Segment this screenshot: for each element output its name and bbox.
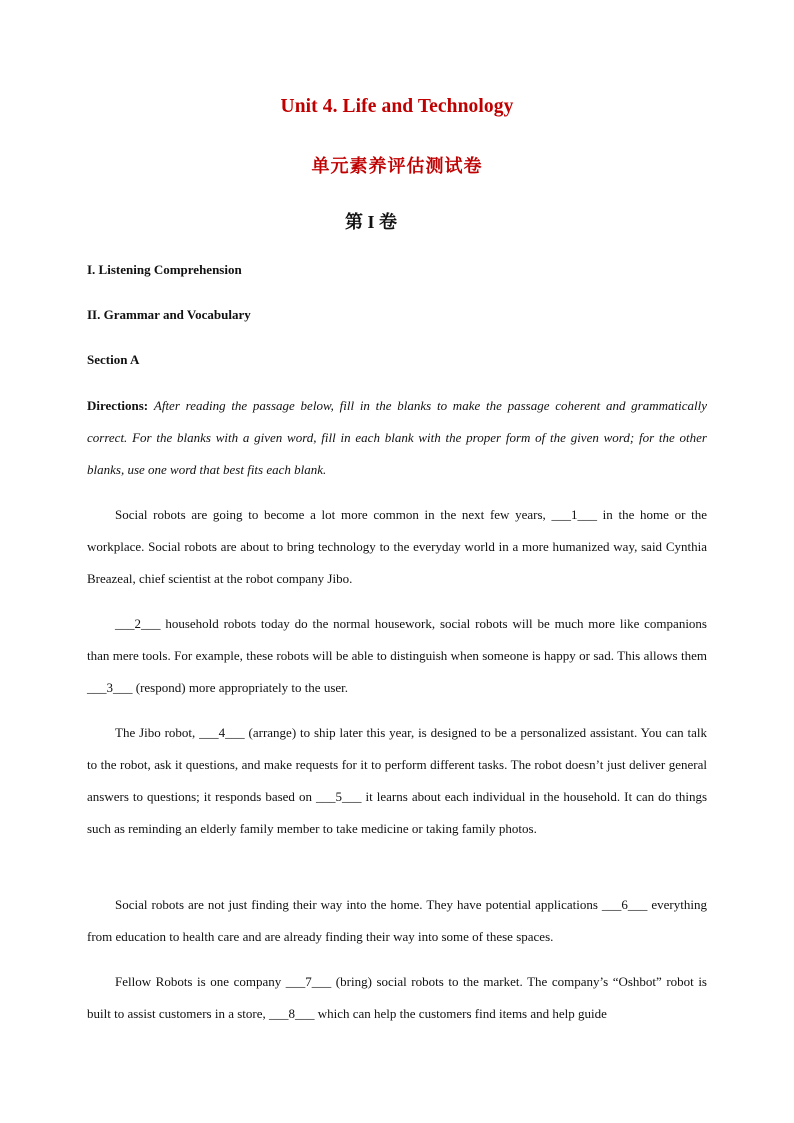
passage-paragraph-5: Fellow Robots is one company ___7___ (bring) social robots to the market. The company’s “Oshbot” robot is built to assist customers in a store, ___8___ which can help the customers find items and help guide (87, 974, 707, 1021)
unit-title: Unit 4. Life and Technology (280, 96, 514, 117)
section-heading-grammar: II. Grammar and Vocabulary (87, 307, 251, 322)
directions-text: After reading the passage below, fill in the blanks to make the passage coherent and grammatically correct. For the blanks with a given word, fill in each blank with the proper form of the given word; for the other blanks, use one word that best fits each blank. (87, 398, 708, 477)
directions-label: Directions: (87, 398, 149, 413)
passage-paragraph-3: The Jibo robot, ___4___ (arrange) to ship later this year, is designed to be a personalized assistant. You can talk to the robot, ask it questions, and make requests for it to perform different tasks. The robot doesn’t just deliver general answers to questions; it responds based on ___5___ it learns about each individual in the household. It can do things such as reminding an elderly family member to take medicine or taking family photos. (87, 725, 707, 836)
section-heading-section-a: Section A (87, 352, 140, 367)
section-heading-listening: I. Listening Comprehension (87, 262, 242, 277)
directions-paragraph (87, 390, 707, 486)
test-subtitle: 单元素养评估测试卷 (311, 156, 483, 176)
passage-paragraph-2: ___2___ household robots today do the normal housework, social robots will be much more like companions than mere tools. For example, these robots will be able to distinguish when someone is happy or sad. This allows them ___3___ (respond) more appropriately to the user. (87, 616, 707, 695)
volume-heading: 第 I 卷 (344, 212, 397, 232)
document-page (87, 0, 707, 1123)
passage-paragraph-4: Social robots are not just finding their way into the home. They have potential applications ___6___ everything from education to health care and are already finding their way into some of these spaces. (87, 897, 707, 944)
passage-paragraph-1: Social robots are going to become a lot more common in the next few years, ___1___ in the home or the workplace. Social robots are about to bring technology to the everyday world in a more humanized way, said Cynthia Breazeal, chief scientist at the robot company Jibo. (87, 507, 707, 586)
